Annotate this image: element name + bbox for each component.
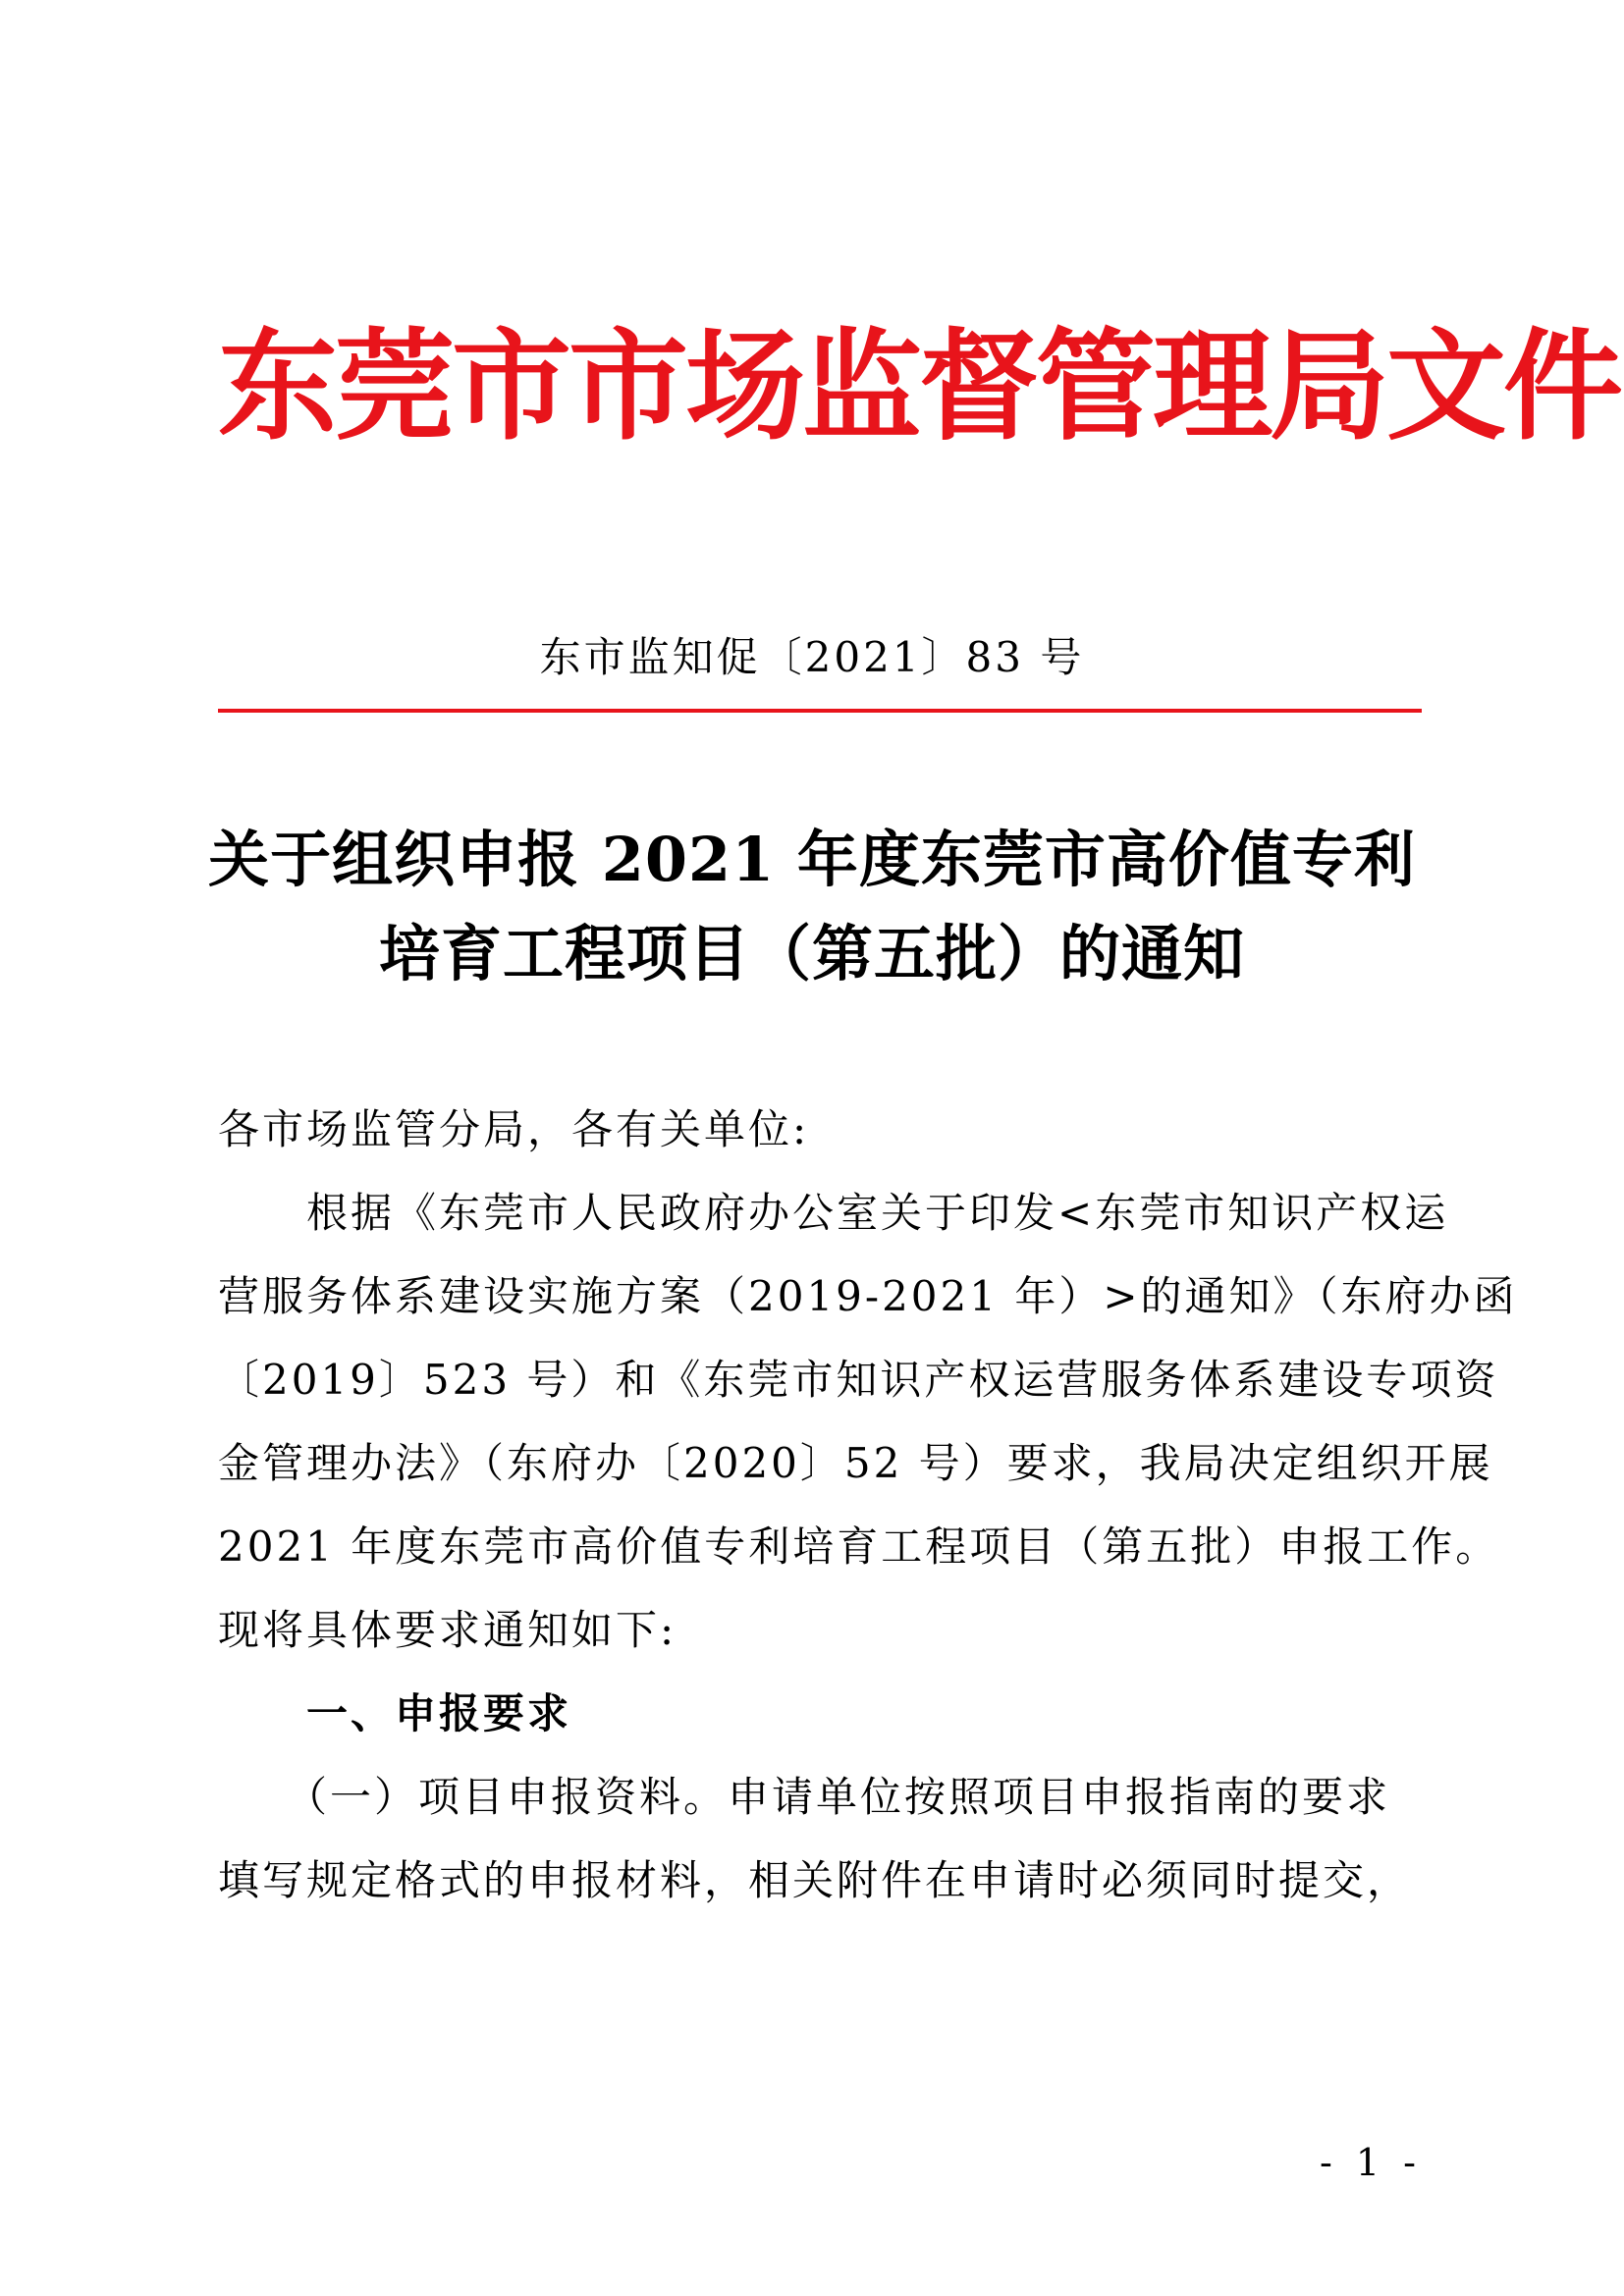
body-line: 现将具体要求通知如下: <box>218 1606 677 1654</box>
body-line: 根据《东莞市人民政府办公室关于印发<东莞市知识产权运 <box>218 1189 1449 1237</box>
body-line: 〔2019〕523 号）和《东莞市知识产权运营服务体系建设专项资 <box>218 1356 1499 1404</box>
document-number: 东市监知促〔2021〕83 号 <box>539 633 1085 681</box>
header-red-rule <box>218 709 1422 713</box>
section-heading: 一、申报要求 <box>218 1689 572 1737</box>
body-line: 营服务体系建设实施方案（2019-2021 年）>的通知》（东府办函 <box>218 1272 1518 1320</box>
document-header-title: 东莞市市场监督管理局文件 <box>218 315 1620 456</box>
body-line: 金管理办法》（东府办〔2020〕52 号）要求，我局决定组织开展 <box>218 1439 1493 1487</box>
body-line: 填写规定格式的申报材料，相关附件在申请时必须同时提交， <box>218 1856 1412 1904</box>
page-number: - 1 - <box>1319 2141 1422 2184</box>
body-line: （一）项目申报资料。申请单位按照项目申报指南的要求 <box>218 1773 1391 1821</box>
notice-title-line-1: 关于组织申报 2021 年度东莞市高价值专利 <box>208 824 1416 895</box>
notice-title <box>0 813 1624 1001</box>
body-line: 2021 年度东莞市高价值专利培育工程项目（第五批）申报工作。 <box>218 1522 1500 1571</box>
salutation: 各市场监管分局，各有关单位: <box>218 1105 810 1153</box>
notice-title-line-2: 培育工程项目（第五批）的通知 <box>378 918 1245 989</box>
